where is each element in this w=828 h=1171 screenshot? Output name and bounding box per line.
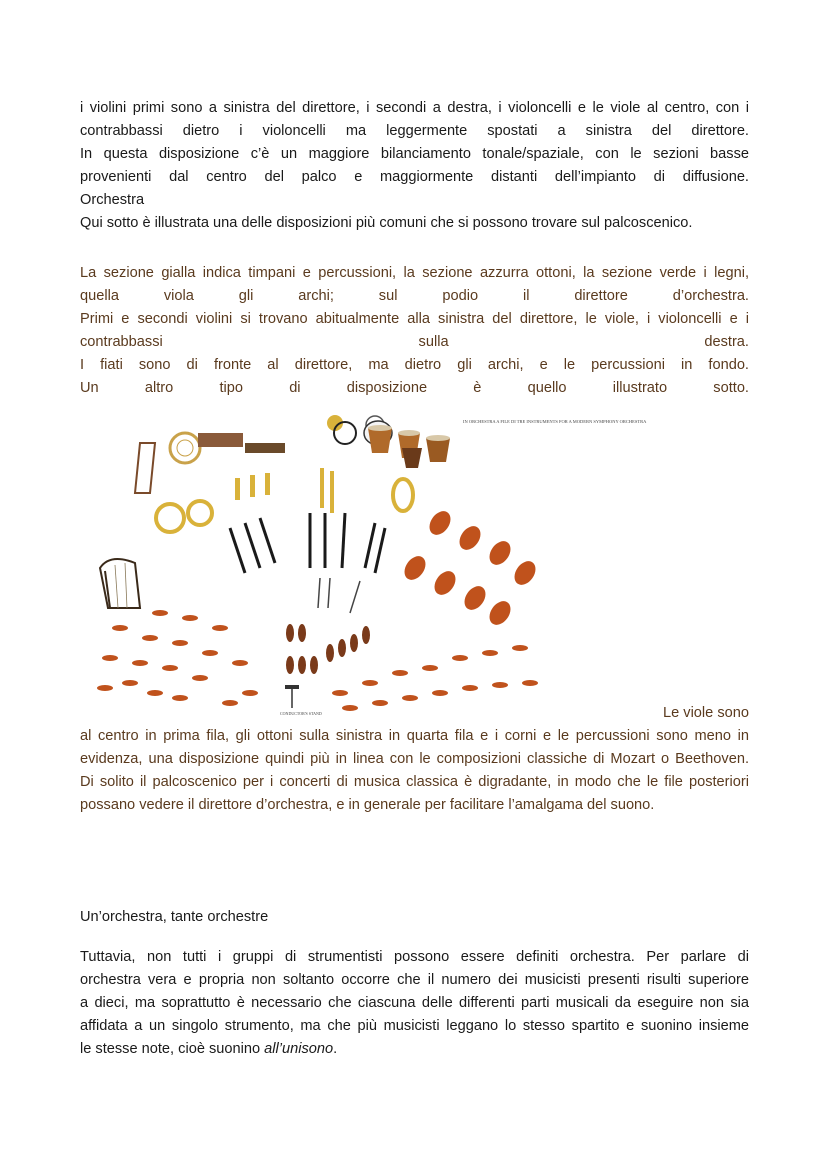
text-line: al centro in prima fila, gli ottoni sulla sinistra in quarta fila e i corni e le percussioni sono meno in xyxy=(80,728,749,744)
orchestra-seating-illustration xyxy=(80,403,647,719)
text-line: Un altro tipo di disposizione è quello illustrato sotto. xyxy=(80,380,749,396)
text-line: i violini primi sono a sinistra del direttore, i secondi a destra, i violoncelli e le viole al centro, con i xyxy=(80,100,749,116)
text-line: I fiati sono di fronte al direttore, ma dietro gli archi, e le percussioni in fondo. xyxy=(80,357,749,373)
paragraph-orchestra-definition xyxy=(80,946,749,1061)
text-line: Tuttavia, non tutti i gruppi di strumentisti possono essere definiti orchestra. Per parlare di xyxy=(80,949,749,965)
text-line: La sezione gialla indica timpani e percussioni, la sezione azzurra ottoni, la sezione verde i legni, xyxy=(80,265,749,281)
text-line: affidata a un singolo strumento, ma che più musicisti leggano lo stesso spartito e suonino insieme xyxy=(80,1018,749,1034)
text-line: In questa disposizione c’è un maggiore bilanciamento tonale/spaziale, con le sezioni basse xyxy=(80,146,749,162)
text-line: quella viola gli archi; sul podio il direttore d’orchestra. xyxy=(80,288,749,304)
text-line: Orchestra xyxy=(80,192,145,208)
emphasis-text: all’unisono xyxy=(264,1041,334,1057)
text-line-split xyxy=(80,331,749,354)
section-heading: Un’orchestra, tante orchestre xyxy=(80,909,269,925)
paragraph-sections-description xyxy=(80,262,749,400)
text-fragment: le stesse note, cioè suonino xyxy=(80,1041,265,1057)
figure-caption: IN ORCHESTRA A FILE DI TRE INSTRUMENTS FOR A MODERN SYMPHONY ORCHESTRA xyxy=(463,419,647,424)
text-line: provenienti dal centro del palco e maggiormente distanti dell’impianto di diffusione. xyxy=(80,169,749,185)
text-fragment: sulla xyxy=(418,334,449,350)
text-line xyxy=(80,1038,749,1061)
paragraph-alternative-layout xyxy=(80,725,749,817)
text-line: Di solito il palcoscenico per i concerti di musica classica è digradante, in modo che le file posteriori xyxy=(80,774,749,790)
text-fragment: destra. xyxy=(704,334,749,350)
text-fragment: . xyxy=(333,1041,338,1057)
text-line: Qui sotto è illustrata una delle disposizioni più comuni che si possono trovare sul palcoscenico. xyxy=(80,215,693,231)
text-fragment: contrabbassi xyxy=(80,334,163,350)
conductor-label: CONDUCTOR'S STAND xyxy=(280,711,322,716)
text-line: Primi e secondi violini si trovano abitualmente alla sinistra del direttore, le viole, i violoncelli e i xyxy=(80,311,749,327)
text-line: a dieci, ma soprattutto è necessario che ciascuna delle differenti parti musicali da eseguire non sia xyxy=(80,995,749,1011)
text-line: possano vedere il direttore d’orchestra, e in generale per facilitare l’amalgama del suono. xyxy=(80,797,655,813)
text-fragment: Le viole sono xyxy=(662,705,749,721)
text-line: evidenza, una disposizione quindi più in linea con le composizioni classiche di Mozart o Beethoven. xyxy=(80,751,749,767)
text-line: orchestra vera e propria non soltanto occorre che il numero dei musicisti presenti risulti superiore xyxy=(80,972,749,988)
text-line: contrabbassi dietro i violoncelli ma leggermente spostati a sinistra del direttore. xyxy=(80,123,749,139)
paragraph-seating-description xyxy=(80,97,749,235)
